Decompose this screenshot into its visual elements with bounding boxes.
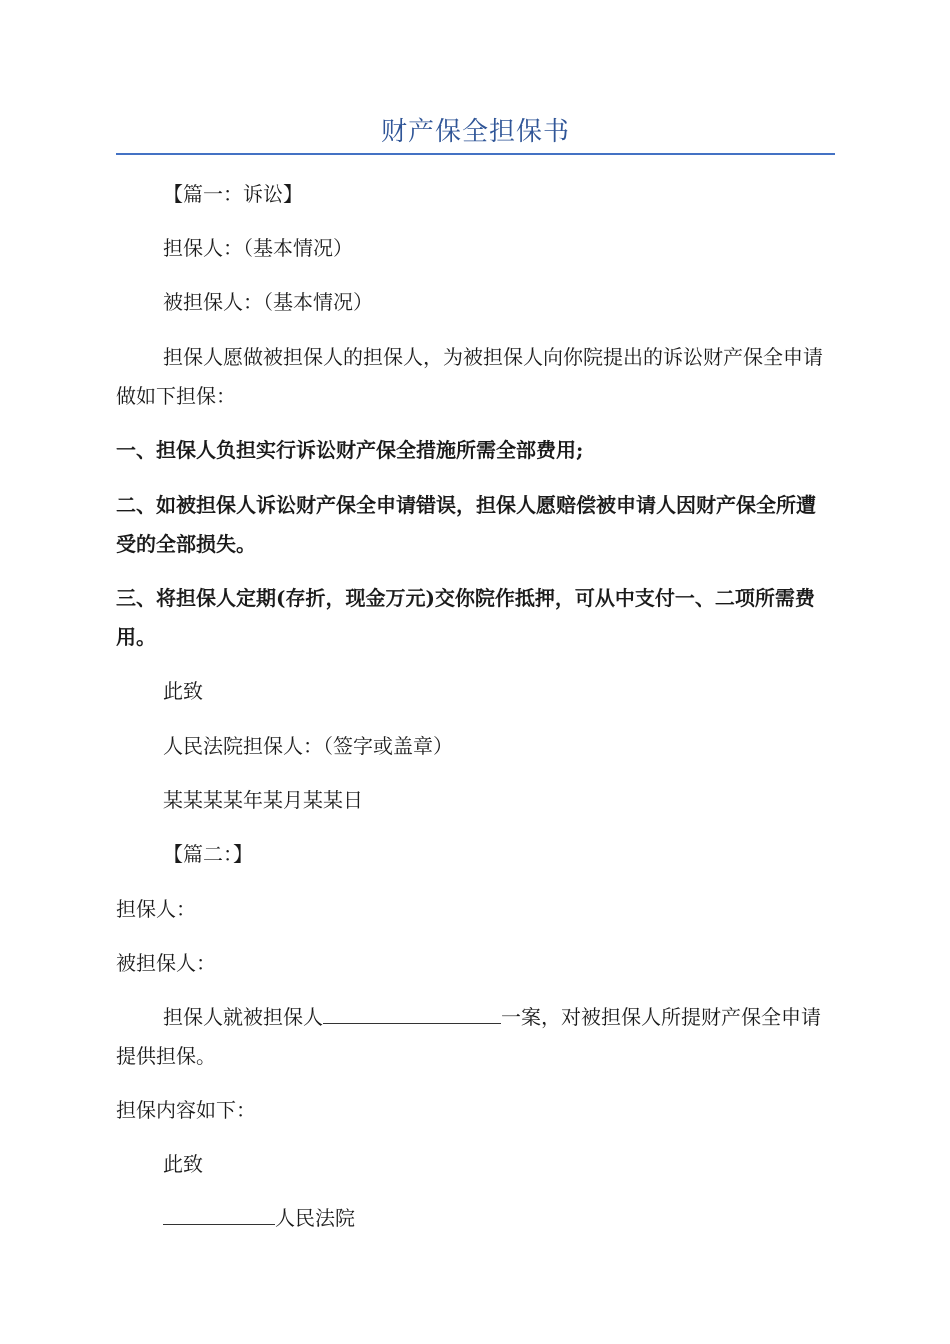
document-title: 财产保全担保书 [380,117,570,147]
section2-heading: 【篇二：】 [163,842,253,866]
section2-guarantor: 担保人： [116,897,196,921]
section1-guarantor: 担保人：（基本情况） [163,236,353,260]
section2-intro [116,998,835,1076]
section1-item3: 三、将担保人定期(存折，现金万元)交你院作抵押，可从中支付一、二项所需费用。 [116,586,815,649]
section2-guaranteed: 被担保人： [116,951,216,975]
case-name-blank [323,1005,501,1024]
section1-item1: 一、担保人负担实行诉讼财产保全措施所需全部费用; [116,438,584,462]
section2-content-label: 担保内容如下： [116,1098,256,1122]
title-underline [116,153,835,155]
section2-intro-end: 一案，对被担保人所提财产保全申请提供担保。 [116,1005,821,1068]
section1-item2: 二、如被担保人诉讼财产保全申请错误，担保人愿赔偿被申请人因财产保全所遭受的全部损失。 [116,493,816,556]
section2-court [116,1199,835,1238]
section1-court-sign: 人民法院担保人：（签字或盖章） [163,734,453,758]
court-name-blank [163,1206,275,1225]
section1-date: 某某某某年某月某某日 [163,788,363,812]
section1-intro: 担保人愿做被担保人的担保人，为被担保人向你院提出的诉讼财产保全申请做如下担保： [116,345,823,408]
section2-intro-start: 担保人就被担保人 [163,1005,323,1029]
section1-heading: 【篇一：诉讼】 [163,182,303,206]
section1-closing: 此致 [163,679,203,703]
section1-guaranteed: 被担保人：（基本情况） [163,290,373,314]
court-suffix: 人民法院 [275,1206,355,1230]
section2-closing: 此致 [163,1152,203,1176]
